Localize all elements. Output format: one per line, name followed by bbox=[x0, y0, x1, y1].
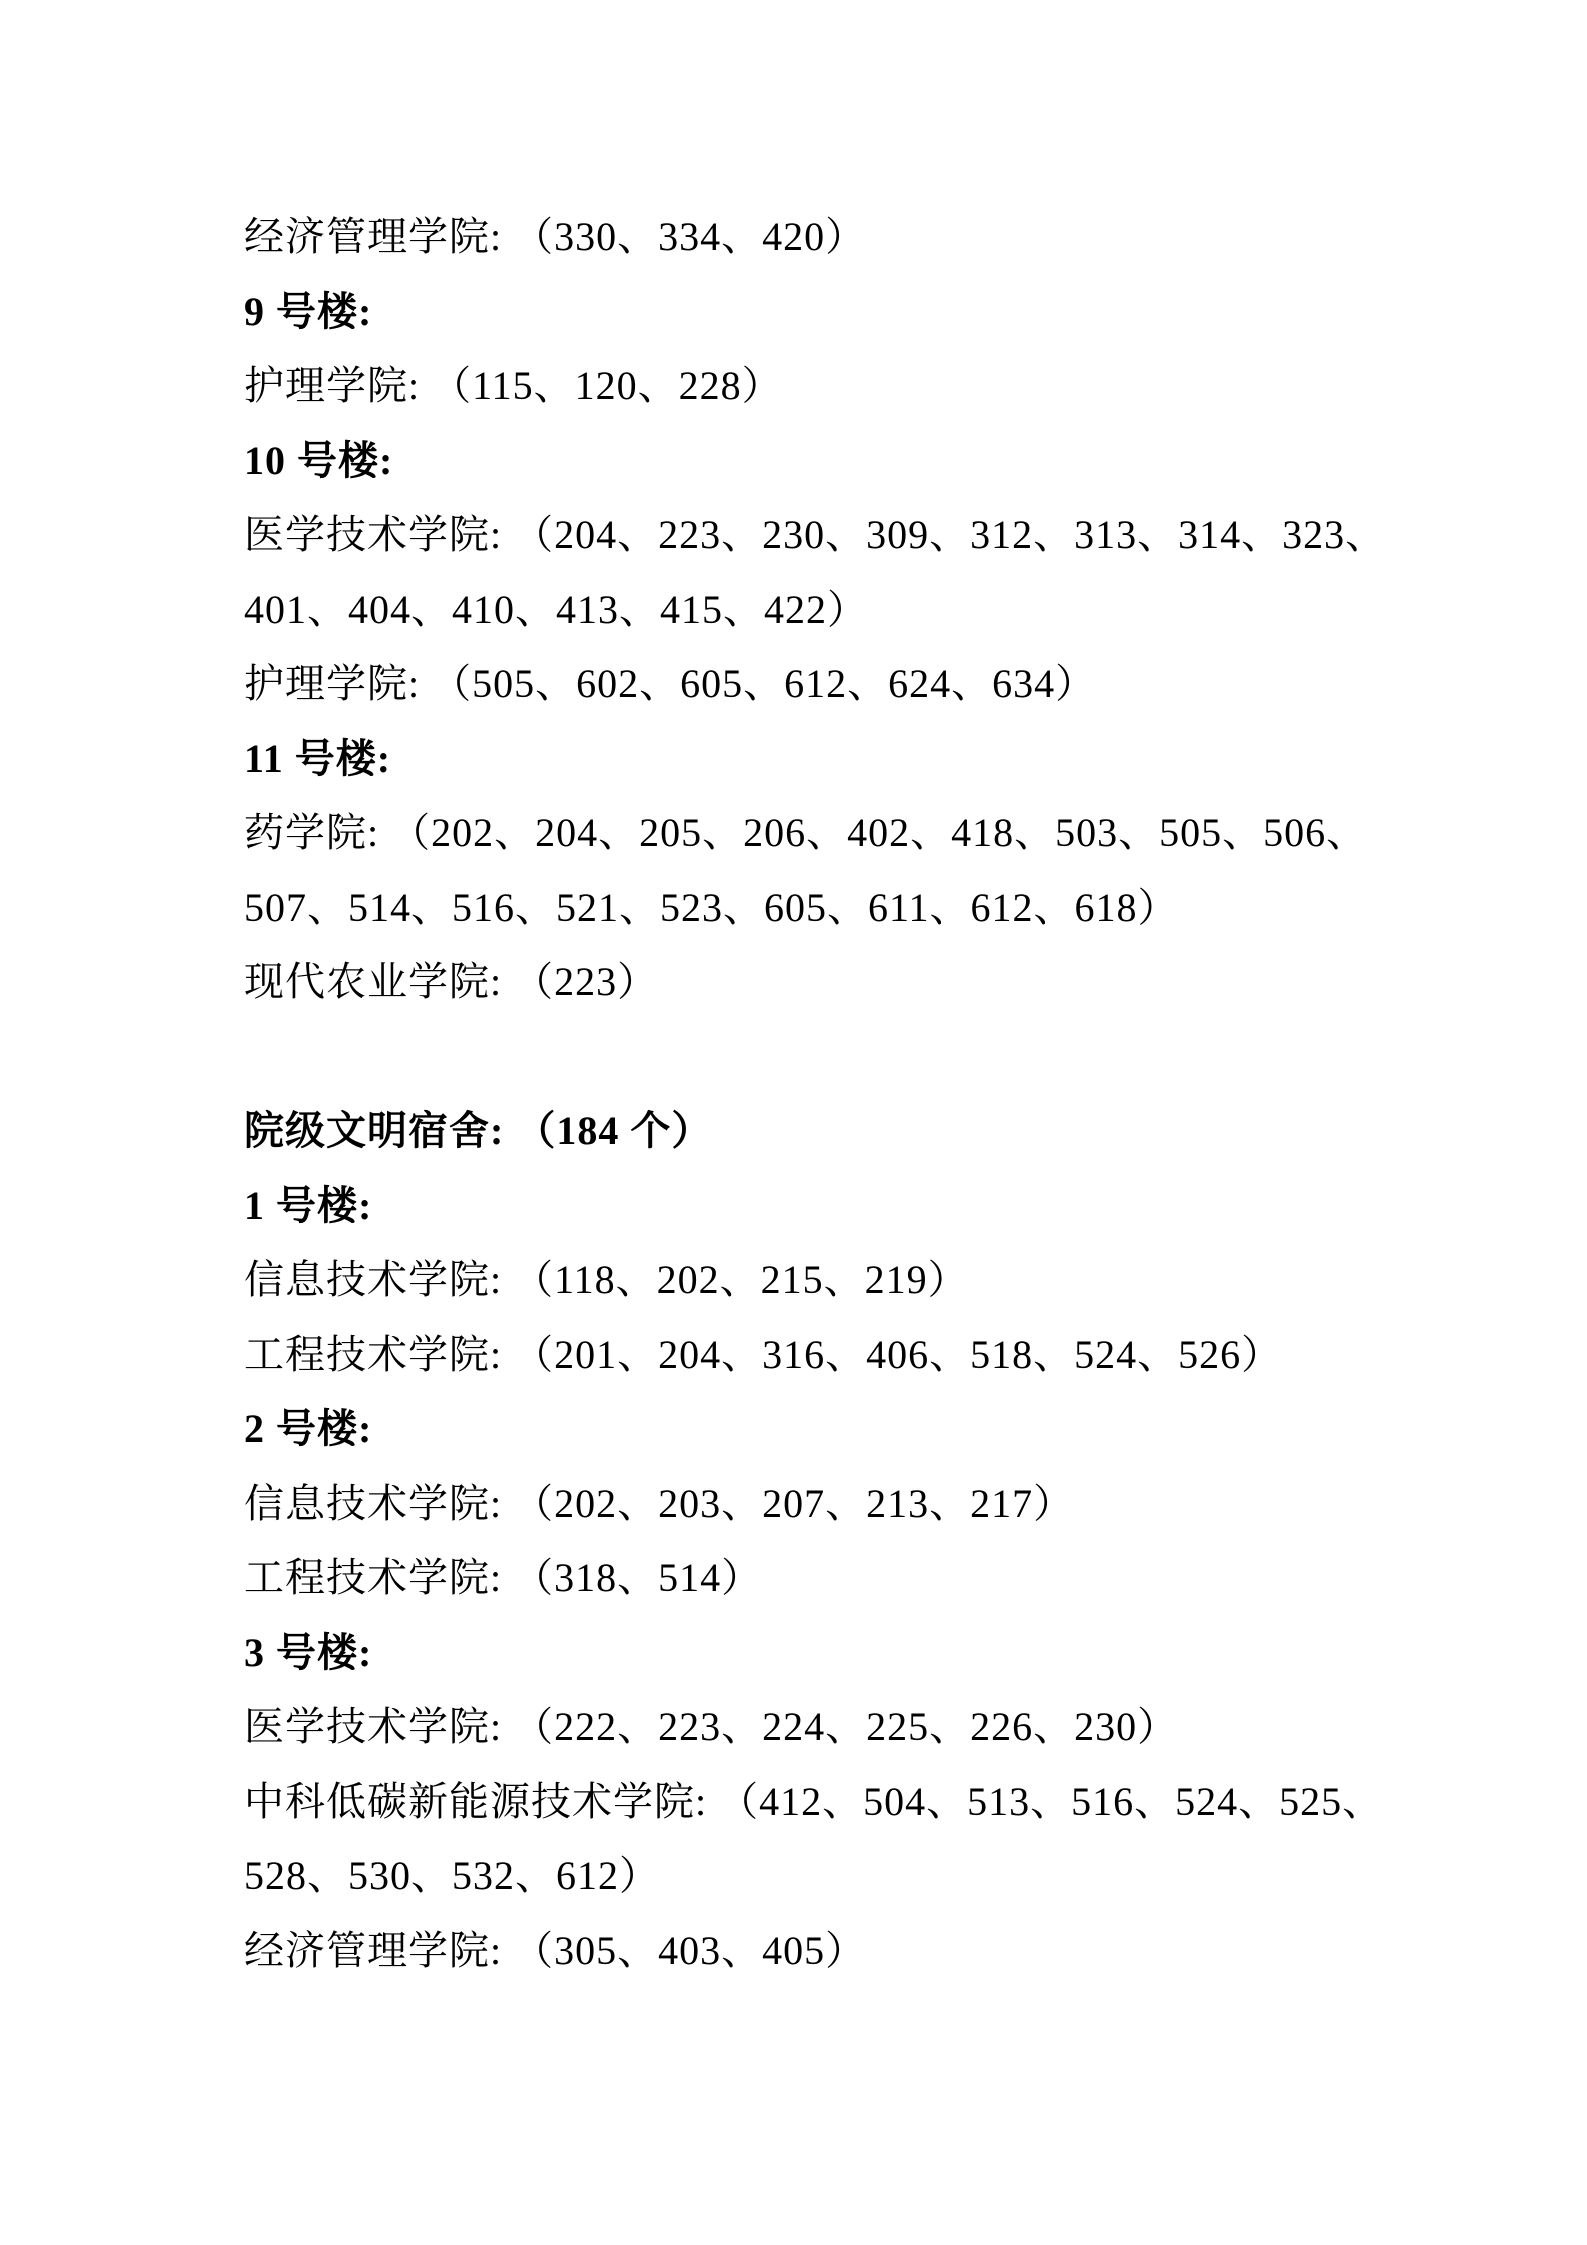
document-line: 现代农业学院: （223） bbox=[244, 959, 659, 1004]
section-heading-line: 3 号楼: bbox=[244, 1629, 373, 1675]
document-line: 护理学院: （115、120、228） bbox=[244, 363, 783, 408]
document-line: 401、404、410、413、415、422） bbox=[244, 586, 868, 632]
document-line: 528、530、532、612） bbox=[244, 1853, 660, 1898]
document-line: 经济管理学院: （330、334、420） bbox=[244, 214, 867, 259]
section-heading-line: 院级文明宿舍: （184 个） bbox=[244, 1108, 713, 1153]
document-line: 信息技术学院: （202、203、207、213、217） bbox=[244, 1480, 1075, 1526]
section-heading-line: 9 号楼: bbox=[244, 288, 373, 334]
section-heading-line: 2 号楼: bbox=[244, 1406, 373, 1451]
section-heading-line: 1 号楼: bbox=[244, 1182, 373, 1228]
section-heading-line: 10 号楼: bbox=[244, 437, 394, 483]
blank-line bbox=[244, 1020, 1354, 1095]
document-line: 工程技术学院: （318、514） bbox=[244, 1555, 763, 1600]
document-line: 经济管理学院: （305、403、405） bbox=[244, 1927, 867, 1973]
document-line: 医学技术学院: （204、223、230、309、312、313、314、323、 bbox=[244, 512, 1387, 557]
document-line: 医学技术学院: （222、223、224、225、226、230） bbox=[244, 1704, 1179, 1749]
document-line: 护理学院: （505、602、605、612、624、634） bbox=[244, 661, 1097, 706]
section-heading-line: 11 号楼: bbox=[244, 735, 392, 781]
document-line: 中科低碳新能源技术学院: （412、504、513、516、524、525、 bbox=[244, 1778, 1384, 1824]
document-line: 507、514、516、521、523、605、611、612、618） bbox=[244, 884, 1179, 930]
document-content bbox=[244, 200, 1387, 1988]
document-line: 工程技术学院: （201、204、316、406、518、524、526） bbox=[244, 1331, 1283, 1377]
document-line: 药学院: （202、204、205、206、402、418、503、505、506、 bbox=[244, 810, 1368, 855]
document-line: 信息技术学院: （118、202、215、219） bbox=[244, 1257, 969, 1302]
